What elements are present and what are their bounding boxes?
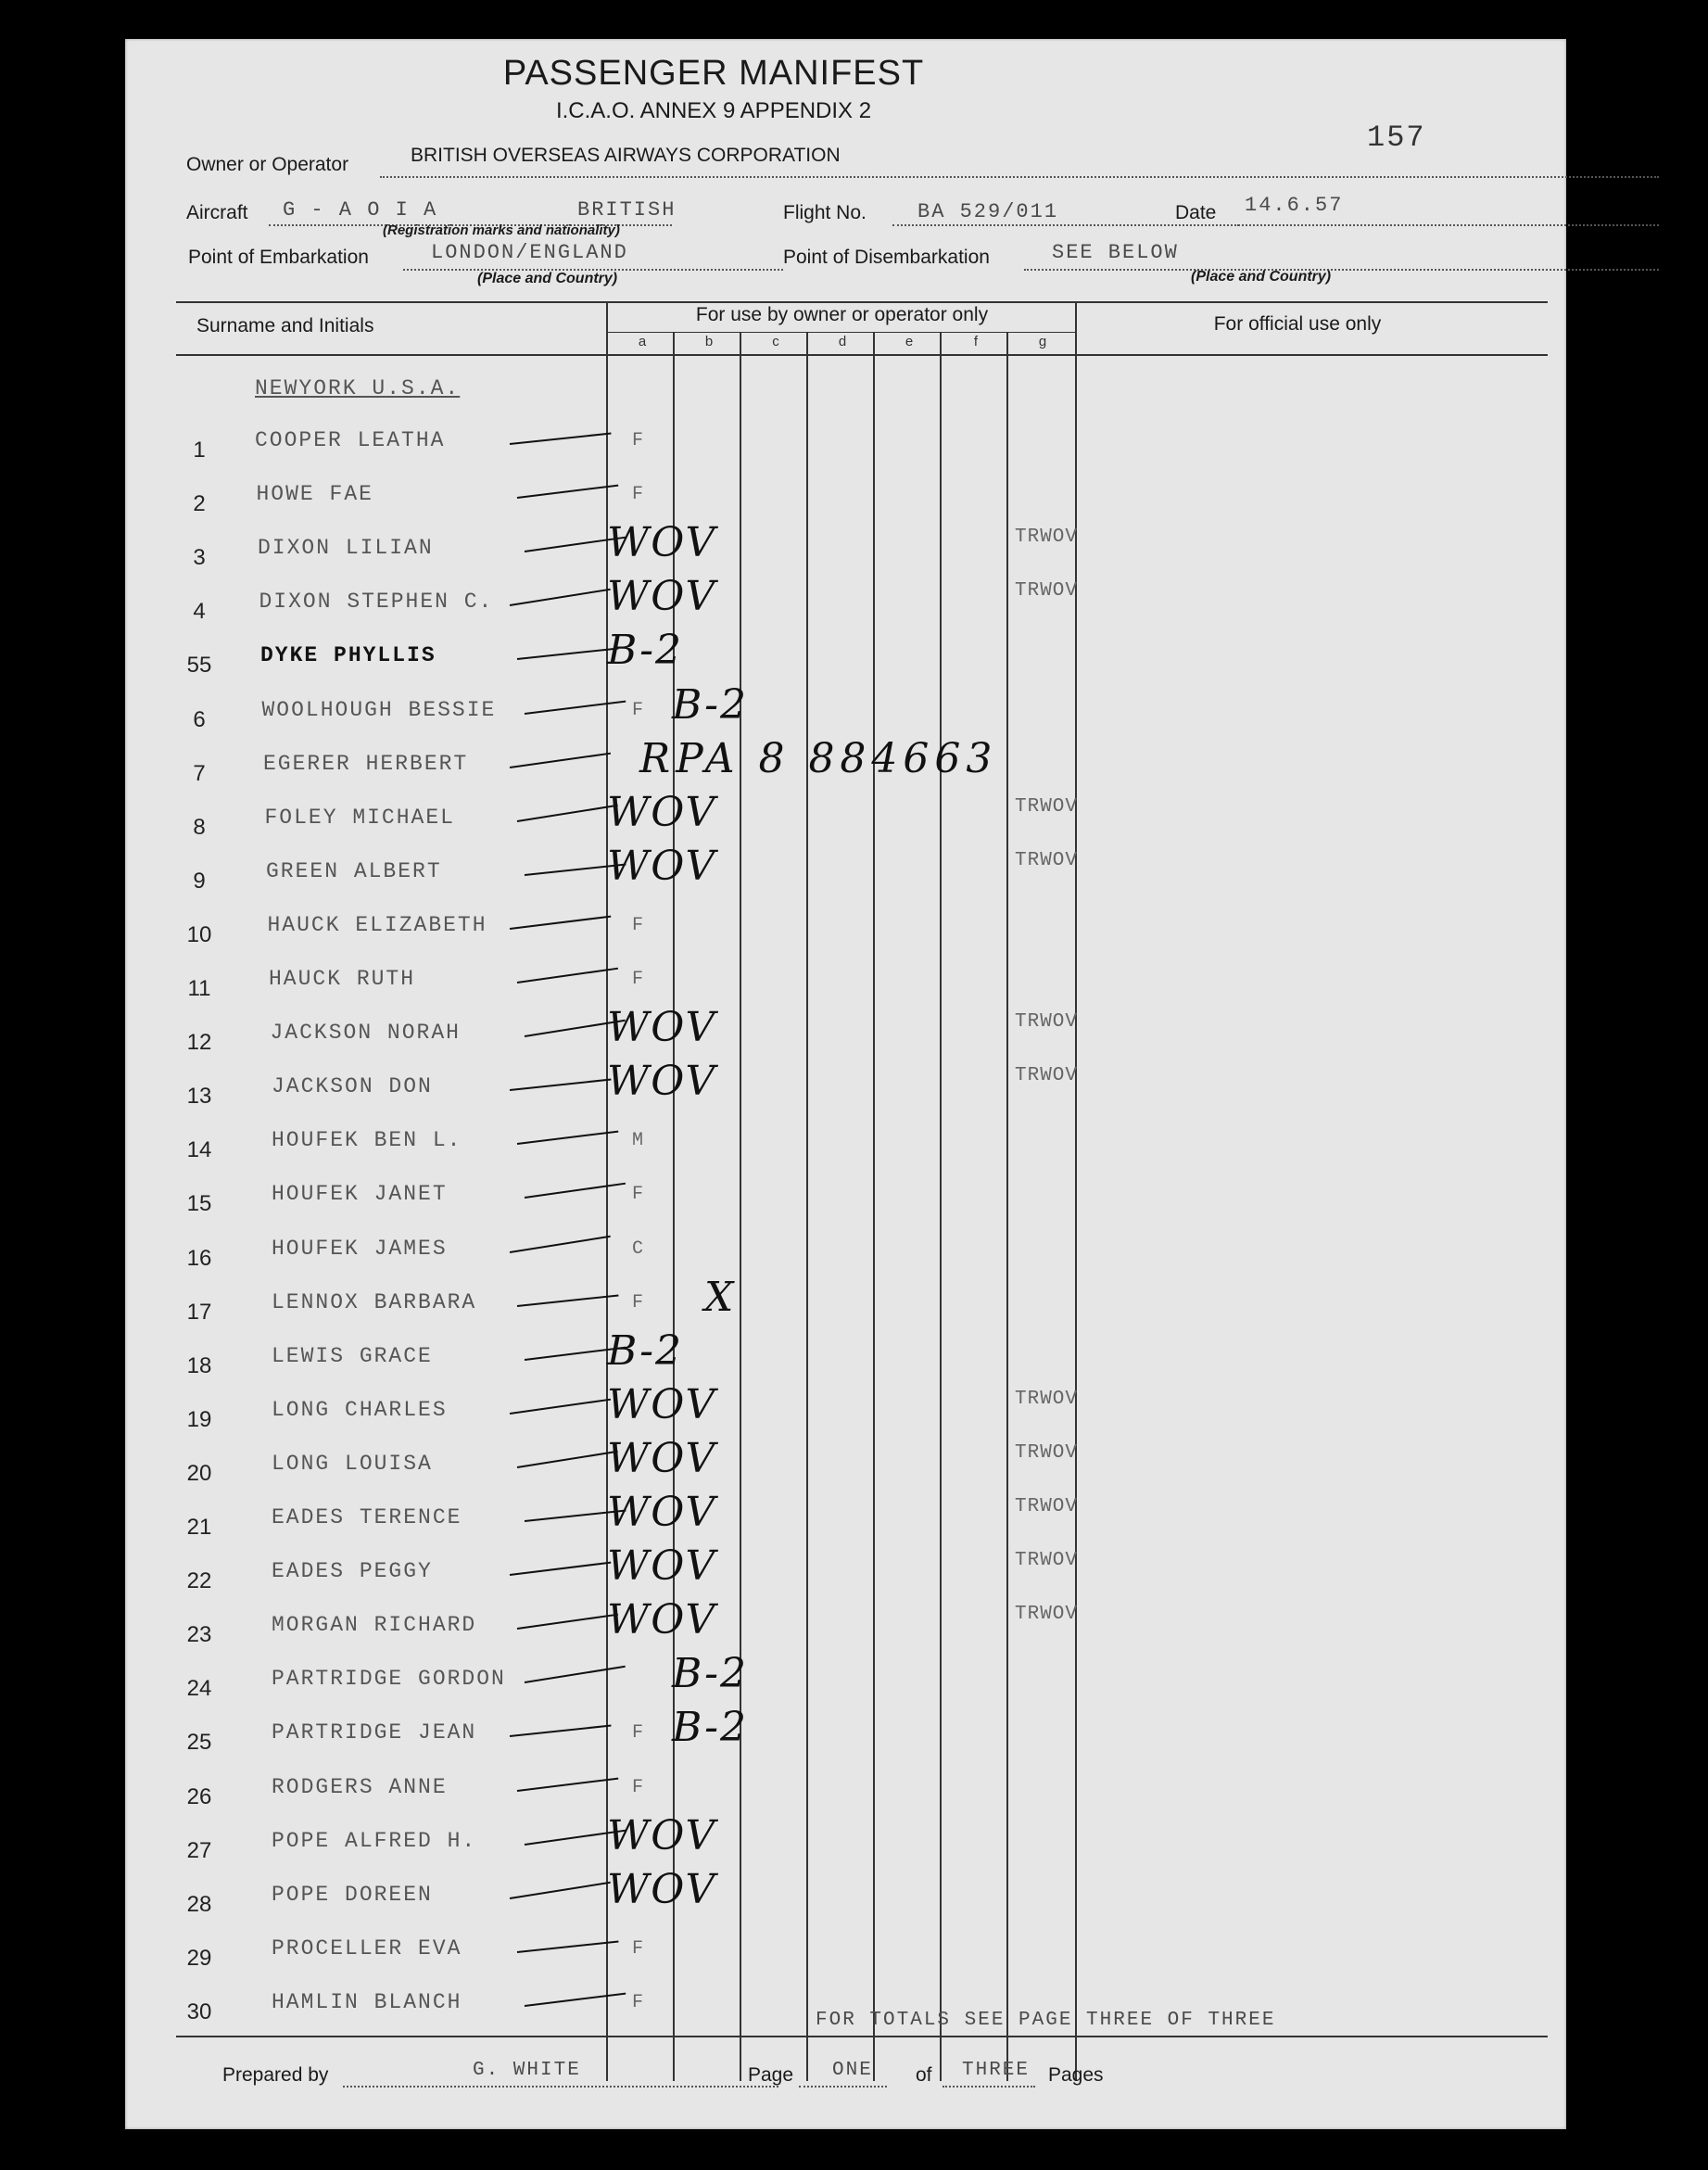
sex-code: F — [632, 1938, 644, 1960]
date-value: 14.6.57 — [1245, 194, 1344, 217]
check-mark-stroke — [517, 968, 618, 983]
row-number: 19 — [186, 1407, 212, 1432]
row-number: 20 — [186, 1461, 212, 1486]
flight-label: Flight No. — [783, 202, 867, 223]
passenger-name: POPE ALFRED H. — [272, 1829, 477, 1853]
handwritten-annotation: WOV — [607, 1866, 717, 1913]
handwritten-annotation: X — [704, 1274, 736, 1321]
row-number: 2 — [193, 491, 206, 516]
passenger-name: HOUFEK JANET — [272, 1182, 448, 1206]
check-mark-stroke — [525, 1993, 626, 2007]
passenger-name: HAUCK ELIZABETH — [267, 913, 487, 937]
row-number: 13 — [186, 1084, 212, 1109]
row-number: 28 — [186, 1892, 212, 1917]
check-mark-stroke — [517, 1941, 619, 1953]
col-name-header: Surname and Initials — [196, 315, 374, 336]
owner-label: Owner or Operator — [186, 154, 349, 175]
official-stamp-code: TRWOV — [1015, 1442, 1079, 1464]
passenger-name: WOOLHOUGH BESSIE — [261, 698, 497, 722]
row-number: 8 — [193, 815, 206, 840]
passenger-name: JACKSON NORAH — [270, 1021, 461, 1045]
handwritten-annotation: WOV — [607, 1381, 717, 1428]
check-mark-stroke — [510, 433, 612, 445]
check-mark-stroke — [510, 1399, 611, 1415]
official-stamp-code: TRWOV — [1015, 580, 1079, 602]
col-g-header: g — [1038, 334, 1047, 349]
check-mark-stroke — [525, 1183, 626, 1199]
official-stamp-code: TRWOV — [1015, 1389, 1079, 1410]
official-stamp-code: TRWOV — [1015, 1604, 1079, 1625]
row-number: 7 — [193, 761, 206, 786]
sex-code: M — [632, 1130, 644, 1151]
handwritten-annotation: WOV — [607, 519, 717, 566]
handwritten-annotation: WOV — [607, 573, 717, 620]
row-number: 25 — [186, 1730, 212, 1755]
passenger-name: MORGAN RICHARD — [272, 1613, 477, 1637]
registration-note: (Registration marks and nationality) — [383, 222, 620, 238]
col-official-header: For official use only — [1213, 313, 1382, 335]
row-number: 10 — [186, 922, 212, 947]
check-mark-stroke — [510, 753, 611, 768]
embarkation-value: LONDON/ENGLAND — [431, 241, 628, 264]
check-mark-stroke — [517, 1451, 618, 1468]
handwritten-annotation: WOV — [607, 1596, 717, 1643]
row-number: 24 — [186, 1676, 212, 1701]
row-number: 21 — [186, 1515, 212, 1540]
row-number: 15 — [186, 1191, 212, 1216]
passenger-name: LONG LOUISA — [272, 1452, 433, 1476]
row-number: 3 — [193, 545, 206, 570]
passenger-name: DIXON LILIAN — [258, 536, 434, 560]
row-number: 9 — [193, 869, 206, 894]
col-e-header: e — [905, 334, 914, 349]
handwritten-annotation: WOV — [607, 1489, 717, 1536]
check-mark-stroke — [525, 701, 626, 715]
official-stamp-code: TRWOV — [1015, 1496, 1079, 1517]
check-mark-stroke — [517, 1295, 619, 1307]
passenger-name: HOUFEK BEN L. — [272, 1128, 462, 1152]
check-mark-stroke — [517, 648, 619, 660]
destination-heading: NEWYORK U.S.A. — [255, 376, 461, 400]
table-header-rule — [176, 354, 1548, 356]
totals-note: FOR TOTALS SEE PAGE THREE OF THREE — [816, 2010, 1276, 2031]
passenger-name: HAMLIN BLANCH — [272, 1990, 462, 2014]
handwritten-annotation: WOV — [607, 843, 717, 890]
aircraft-nationality: BRITISH — [577, 198, 677, 222]
embarkation-label: Point of Embarkation — [188, 247, 369, 268]
col-d-header: d — [838, 334, 847, 349]
check-mark-stroke — [517, 1131, 618, 1145]
handwritten-annotation: WOV — [607, 1812, 717, 1859]
of-value: THREE — [962, 2060, 1031, 2081]
flight-value: BA 529/011 — [917, 200, 1059, 223]
check-mark-stroke — [510, 589, 611, 606]
sex-code: F — [632, 484, 644, 505]
passenger-name: HOWE FAE — [256, 482, 373, 506]
check-mark-stroke — [510, 1079, 612, 1091]
check-mark-stroke — [510, 1562, 611, 1576]
handwritten-annotation: WOV — [607, 1542, 717, 1590]
official-stamp-code: TRWOV — [1015, 1011, 1079, 1033]
prepared-by-value: G. WHITE — [473, 2060, 581, 2081]
page-subtitle: I.C.A.O. ANNEX 9 APPENDIX 2 — [555, 98, 872, 123]
sex-code: F — [632, 700, 644, 721]
check-mark-stroke — [510, 1725, 612, 1737]
manifest-sheet — [125, 39, 1566, 2129]
handwritten-annotation: WOV — [607, 1004, 717, 1051]
official-stamp-code: TRWOV — [1015, 850, 1079, 871]
row-number: 30 — [186, 1999, 212, 2024]
sex-code: F — [632, 1992, 644, 2013]
check-mark-stroke — [510, 1236, 611, 1253]
row-number: 26 — [186, 1784, 212, 1809]
date-label: Date — [1175, 202, 1217, 223]
prepared-by-label: Prepared by — [222, 2064, 329, 2086]
handwritten-annotation: B-2 — [607, 1327, 684, 1375]
row-number: 14 — [186, 1137, 212, 1162]
check-mark-stroke — [525, 1666, 626, 1683]
handwritten-annotation: WOV — [607, 1058, 717, 1105]
row-number: 27 — [186, 1838, 212, 1863]
passenger-name: DYKE PHYLLIS — [260, 643, 436, 667]
table-top-rule — [176, 301, 1548, 303]
disembarkation-label: Point of Disembarkation — [783, 247, 990, 268]
page-title: PASSENGER MANIFEST — [502, 54, 925, 93]
passenger-name: HAUCK RUTH — [269, 967, 416, 991]
check-mark-stroke — [517, 1778, 618, 1792]
sex-code: F — [632, 430, 644, 451]
pages-label: Pages — [1048, 2064, 1104, 2086]
handwritten-annotation: RPA 8 884663 — [639, 735, 998, 782]
page-value: ONE — [832, 2060, 873, 2081]
table-bottom-rule — [176, 2036, 1548, 2037]
owner-value: BRITISH OVERSEAS AIRWAYS CORPORATION — [411, 145, 841, 166]
row-number: 55 — [186, 653, 212, 678]
passenger-name: LONG CHARLES — [272, 1398, 448, 1422]
handwritten-annotation: B-2 — [672, 1650, 749, 1697]
row-number: 11 — [187, 976, 211, 1001]
passenger-name: GREEN ALBERT — [266, 859, 442, 883]
row-number: 23 — [186, 1622, 212, 1647]
page-label: Page — [748, 2064, 794, 2086]
col-a-header: a — [638, 334, 647, 349]
col-f-header: f — [973, 334, 979, 349]
check-mark-stroke — [517, 485, 618, 499]
sex-code: C — [632, 1238, 644, 1260]
col-b-header: b — [704, 334, 714, 349]
passenger-name: RODGERS ANNE — [272, 1775, 448, 1799]
passenger-name: HOUFEK JAMES — [272, 1237, 448, 1261]
handwritten-annotation: WOV — [607, 1435, 717, 1482]
passenger-name: PARTRIDGE GORDON — [272, 1667, 506, 1691]
official-stamp-code: TRWOV — [1015, 1065, 1079, 1086]
row-number: 22 — [186, 1568, 212, 1593]
sex-code: F — [632, 969, 644, 990]
passenger-name: POPE DOREEN — [272, 1883, 433, 1907]
aircraft-value: G - A O I A — [283, 198, 438, 222]
row-number: 18 — [186, 1353, 212, 1378]
check-mark-stroke — [510, 1882, 611, 1899]
row-number: 12 — [186, 1030, 212, 1055]
handwritten-annotation: B-2 — [607, 627, 684, 674]
aircraft-label: Aircraft — [186, 202, 248, 223]
disembarkation-note: (Place and Country) — [1191, 269, 1332, 285]
passenger-name: PROCELLER EVA — [272, 1936, 462, 1961]
page-number: 157 — [1367, 121, 1426, 155]
passenger-name: FOLEY MICHAEL — [264, 806, 455, 830]
row-number: 29 — [186, 1946, 212, 1971]
passenger-name: COOPER LEATHA — [255, 428, 446, 452]
handwritten-annotation: WOV — [607, 789, 717, 836]
of-label: of — [916, 2064, 932, 2086]
col-owner-header: For use by owner or operator only — [695, 304, 989, 325]
check-mark-stroke — [517, 1614, 618, 1630]
handwritten-annotation: B-2 — [672, 681, 749, 729]
passenger-name: LEWIS GRACE — [272, 1344, 433, 1368]
official-stamp-code: TRWOV — [1015, 527, 1079, 548]
sex-code: F — [632, 1722, 644, 1744]
sex-code: F — [632, 1184, 644, 1205]
row-number: 4 — [193, 599, 206, 624]
passenger-name: DIXON STEPHEN C. — [259, 590, 494, 614]
handwritten-annotation: B-2 — [672, 1704, 749, 1751]
row-number: 17 — [186, 1300, 212, 1325]
official-stamp-code: TRWOV — [1015, 1550, 1079, 1571]
row-number: 16 — [186, 1246, 212, 1271]
official-stamp-code: TRWOV — [1015, 796, 1079, 818]
passenger-name: PARTRIDGE JEAN — [272, 1720, 477, 1745]
passenger-name: EGERER HERBERT — [263, 752, 469, 776]
sex-code: F — [632, 1292, 644, 1313]
embarkation-note: (Place and Country) — [477, 271, 618, 286]
passenger-name: JACKSON DON — [272, 1074, 433, 1098]
disembarkation-value: SEE BELOW — [1052, 241, 1179, 264]
check-mark-stroke — [517, 805, 618, 822]
row-number: 1 — [193, 438, 206, 463]
row-number: 6 — [193, 707, 206, 732]
sex-code: F — [632, 1777, 644, 1798]
passenger-name: EADES PEGGY — [272, 1559, 433, 1583]
passenger-name: LENNOX BARBARA — [272, 1290, 477, 1314]
sex-code: F — [632, 915, 644, 936]
passenger-name: EADES TERENCE — [272, 1505, 462, 1529]
check-mark-stroke — [510, 916, 611, 930]
col-c-header: c — [772, 334, 779, 349]
